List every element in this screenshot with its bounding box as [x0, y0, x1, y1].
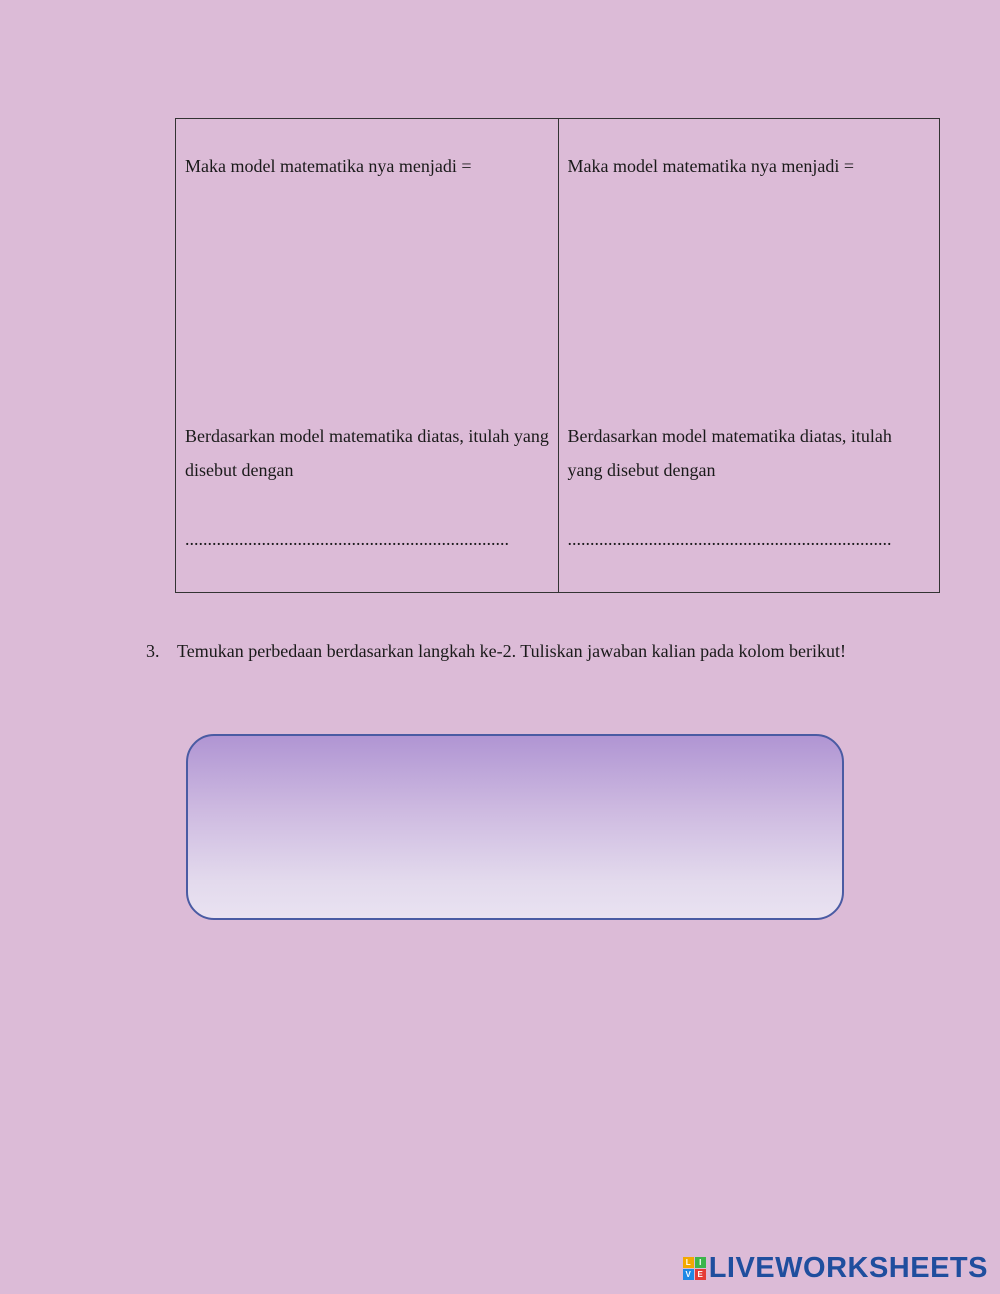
answer-blank-line: ........................................................................ [567, 529, 892, 549]
answer-blank-line: ........................................................................ [185, 529, 509, 549]
answer-box[interactable] [186, 734, 844, 920]
question-text: Temukan perbedaan berdasarkan langkah ke-2. Tuliskan jawaban kalian pada kolom berikut! [177, 641, 847, 661]
logo-letter: I [695, 1257, 706, 1268]
liveworksheets-brand [683, 1252, 988, 1285]
model-label: Maka model matematika nya menjadi = [185, 156, 472, 176]
model-label: Maka model matematika nya menjadi = [567, 156, 855, 176]
answer-table [175, 118, 940, 593]
liveworksheets-logo-icon [683, 1257, 706, 1280]
answer-cell-right [558, 119, 940, 592]
question-number: 3. [146, 641, 160, 661]
logo-letter: L [683, 1257, 694, 1268]
logo-letter: V [683, 1269, 694, 1280]
question-3 [146, 634, 866, 668]
brand-name: LIVEWORKSHEETS [708, 1252, 988, 1284]
answer-cell-left [176, 119, 558, 592]
conclusion-text: Berdasarkan model matematika diatas, itulah yang disebut dengan [567, 426, 892, 480]
conclusion-text: Berdasarkan model matematika diatas, itulah yang disebut dengan [185, 426, 549, 480]
logo-letter: E [695, 1269, 706, 1280]
